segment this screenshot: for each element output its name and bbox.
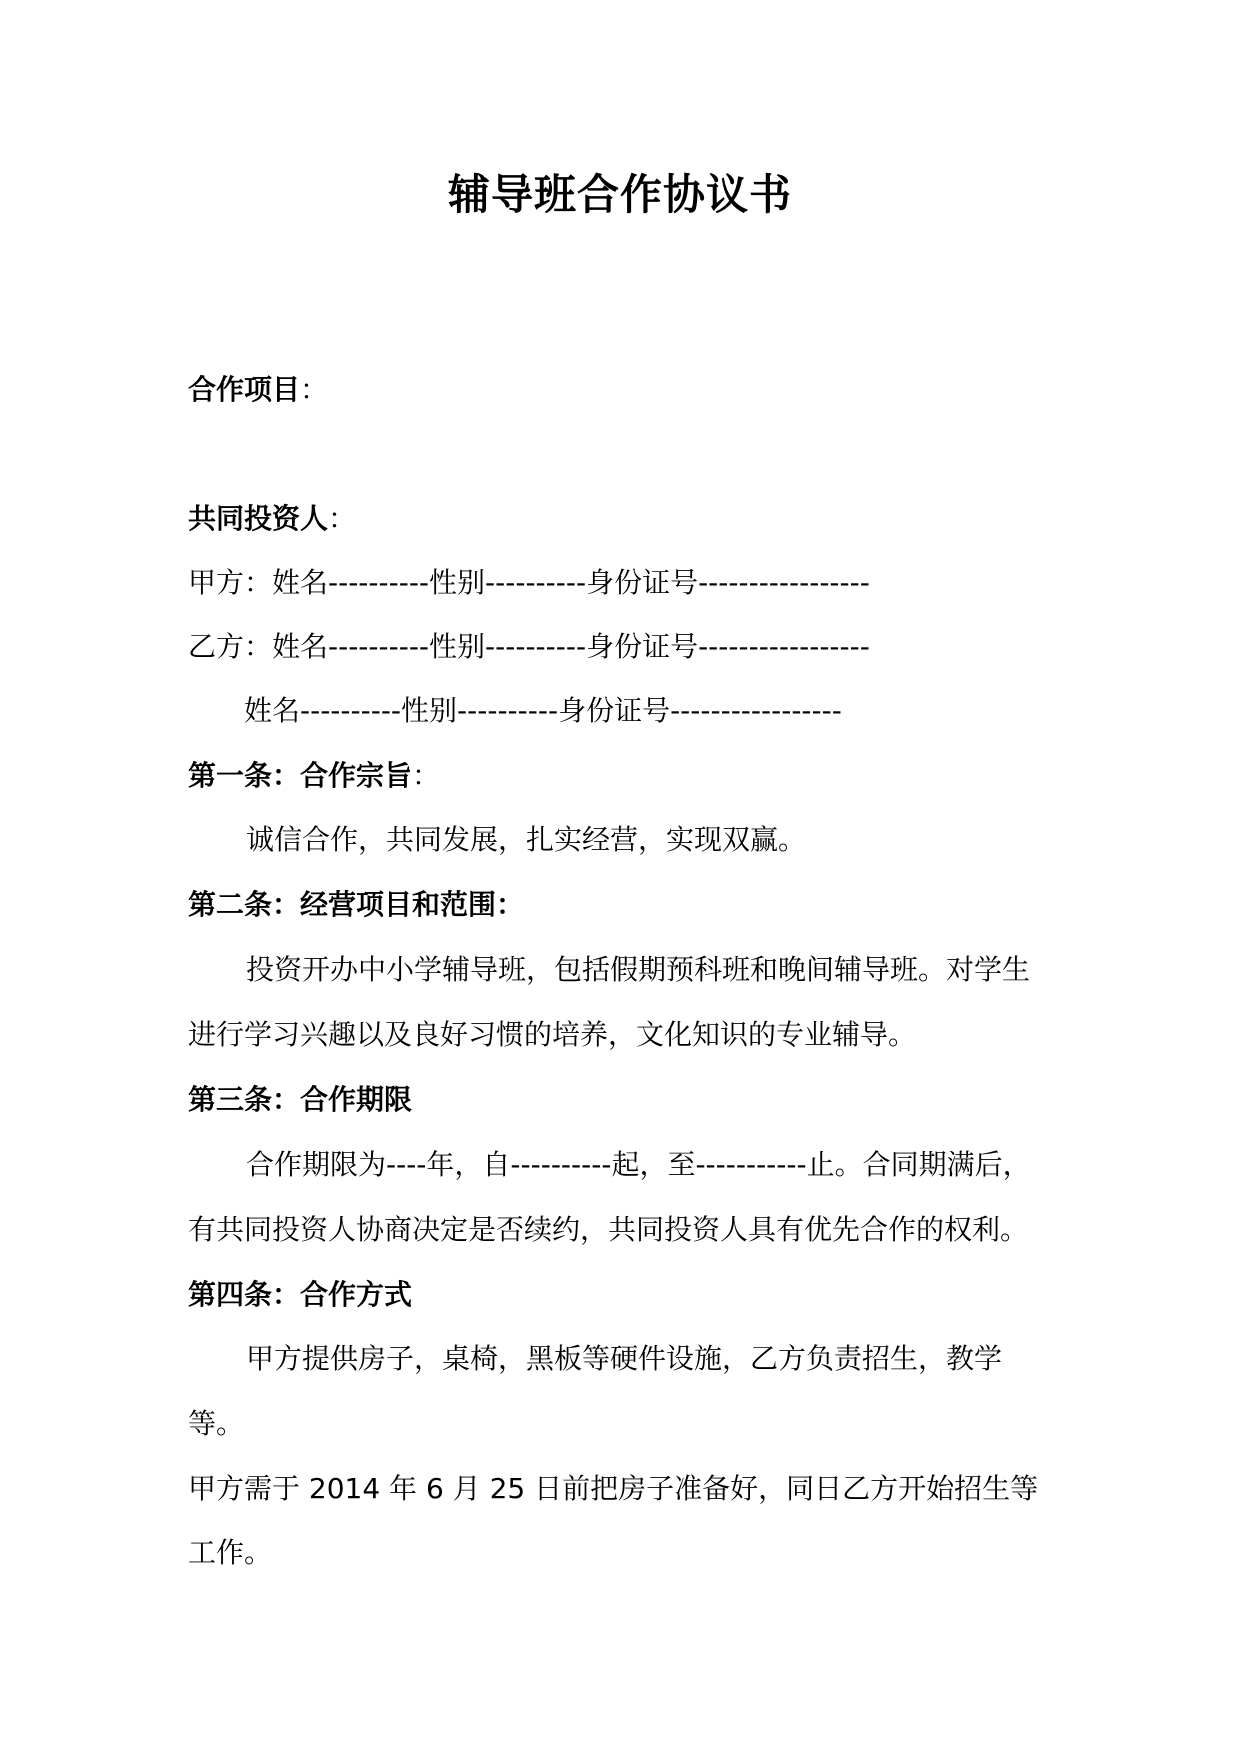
party-a-line: 甲方：姓名----------性别----------身份证号----------------- <box>188 566 870 599</box>
investors-colon: ： <box>328 502 357 535</box>
project-label: 合作项目 <box>188 373 301 406</box>
article-4-title: 第四条：合作方式 <box>188 1278 413 1311</box>
article-1-colon: ： <box>412 759 441 792</box>
project-line <box>188 370 1068 410</box>
document-title: 辅导班合作协议书 <box>447 170 792 219</box>
party-b-line: 乙方：姓名----------性别----------身份证号----------------- <box>188 630 870 663</box>
article-4-body-line-3: 甲方需于 2014 年 6 月 25 日前把房子准备好，同日乙方开始招生等 <box>188 1472 1039 1505</box>
party-b-line-2: 姓名----------性别----------身份证号----------------- <box>244 694 842 727</box>
article-3-body-line-2: 有共同投资人协商决定是否续约，共同投资人具有优先合作的权利。 <box>188 1213 1029 1246</box>
article-1-body: 诚信合作，共同发展，扎实经营，实现双赢。 <box>246 823 807 856</box>
article-3-body-line-1: 合作期限为----年，自----------起，至-----------止。合同期满后， <box>246 1148 1031 1181</box>
article-2-body-line-1: 投资开办中小学辅导班，包括假期预科班和晚间辅导班。对学生 <box>246 953 1031 986</box>
article-4-body-line-1: 甲方提供房子，桌椅，黑板等硬件设施，乙方负责招生，教学 <box>246 1342 1003 1375</box>
article-3-title: 第三条：合作期限 <box>188 1083 413 1116</box>
article-2-body-line-2: 进行学习兴趣以及良好习惯的培养，文化知识的专业辅导。 <box>188 1018 917 1051</box>
investors-line <box>188 499 1068 539</box>
article-1-title: 第一条：合作宗旨 <box>188 759 413 792</box>
article-2-title: 第二条：经营项目和范围： <box>188 888 525 921</box>
article-1-heading <box>188 756 1068 796</box>
article-4-body-line-2: 等。 <box>188 1407 245 1440</box>
project-colon: ： <box>300 373 329 406</box>
investors-label: 共同投资人 <box>188 502 329 535</box>
article-4-body-line-4: 工作。 <box>188 1536 273 1569</box>
